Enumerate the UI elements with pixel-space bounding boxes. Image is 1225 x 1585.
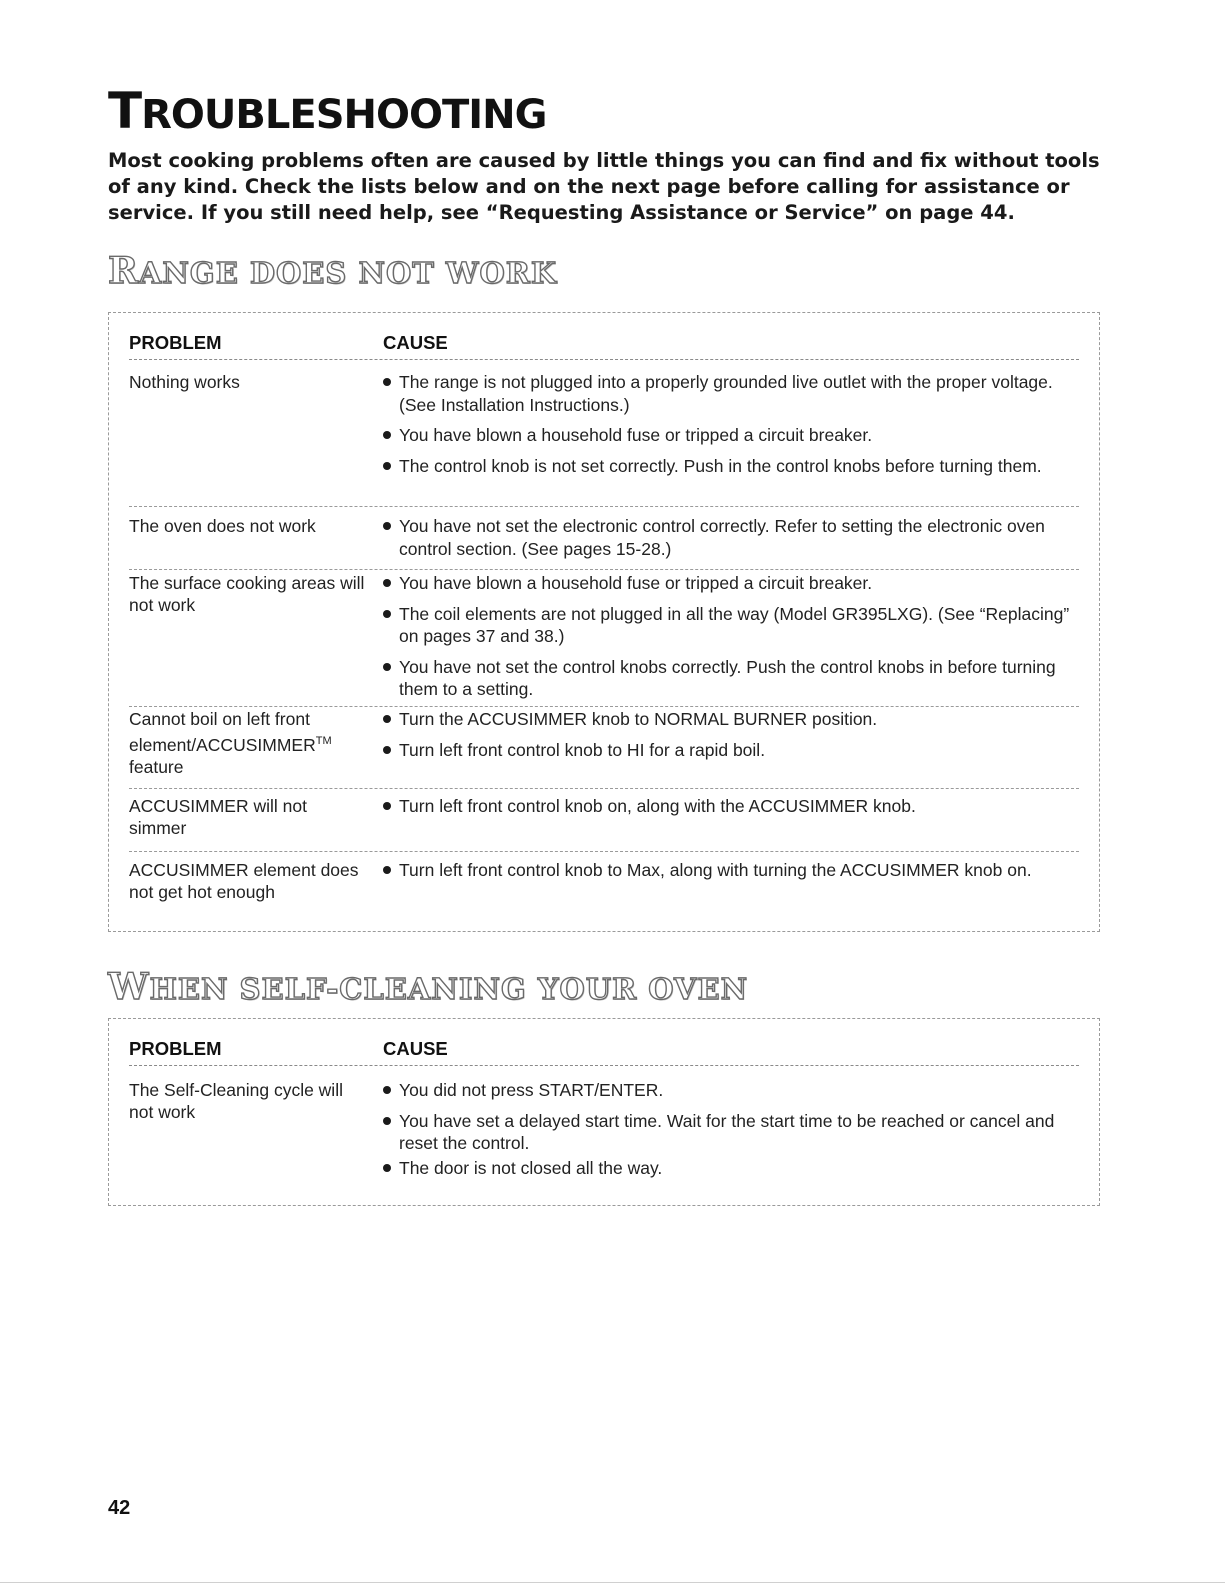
cause-list	[383, 795, 1083, 818]
cause-column-header: CAUSE	[383, 1038, 448, 1059]
bullet-icon	[383, 431, 391, 439]
bullet-icon	[383, 579, 391, 587]
problem-text: ACCUSIMMER will not simmer	[129, 796, 307, 838]
problem-text: The surface cooking areas will not work	[129, 573, 365, 615]
table-row	[129, 371, 1079, 507]
bullet-icon	[383, 610, 391, 618]
cause-text: You did not press START/ENTER.	[399, 1080, 664, 1100]
table-row	[129, 515, 1079, 570]
bullet-icon	[383, 866, 391, 874]
bullet-icon	[383, 746, 391, 754]
cause-text: The coil elements are not plugged in all the way (Model GR395LXG). (See “Replacing” on pages 37 and 38.)	[399, 603, 1070, 646]
intro-paragraph: Most cooking problems often are caused by little things you can find and fix without tools of any kind. Check the lists below and on the next page before calling for assistance or service. If you still need help, see “Requesting Assistance or Service” on page 44.	[108, 149, 1100, 224]
bullet-icon	[383, 1117, 391, 1125]
cause-text: The range is not plugged into a properly grounded live outlet with the proper voltage. (See Installation Instructions.)	[399, 372, 1053, 415]
bullet-icon	[383, 1086, 391, 1094]
cause-item	[383, 515, 1083, 560]
problem-text: The oven does not work	[129, 516, 316, 536]
bullet-icon	[383, 663, 391, 671]
page-title	[108, 80, 546, 146]
table-row	[129, 572, 1079, 707]
table-row	[129, 859, 1079, 915]
problem-text-main: Cannot boil on left front element/ACCUSIMMER	[129, 709, 316, 755]
problem-text: Nothing works	[129, 372, 240, 392]
section-heading-range-does-not-work	[108, 246, 557, 298]
section-heading-rest: ANGE DOES NOT WORK	[138, 256, 558, 290]
cause-text: The door is not closed all the way.	[399, 1157, 663, 1178]
section-heading-self-cleaning	[108, 962, 748, 1014]
cause-text: You have not set the electronic control correctly. Refer to setting the electronic oven control section. (See pages 15-28.)	[399, 516, 1045, 559]
section-heading-initial: W	[108, 966, 150, 1008]
cause-text: Turn left front control knob on, along with the ACCUSIMMER knob.	[399, 796, 916, 816]
cause-item	[383, 708, 1083, 731]
cause-item	[383, 424, 1083, 447]
cause-text: You have blown a household fuse or tripped a circuit breaker.	[399, 425, 873, 445]
cause-list	[383, 515, 1083, 560]
cause-column-header: CAUSE	[383, 332, 448, 353]
cause-item	[383, 1157, 1083, 1180]
page-title-initial: T	[108, 82, 142, 140]
page-number: 42	[108, 1497, 131, 1519]
bullet-icon	[383, 802, 391, 810]
bullet-icon	[383, 378, 391, 386]
problem-column-header: PROBLEM	[129, 332, 222, 353]
table-row	[129, 708, 1079, 789]
table-row	[129, 1079, 1079, 1189]
troubleshooting-table-self-cleaning	[108, 1018, 1100, 1206]
problem-text: ACCUSIMMER element does not get hot enough	[129, 860, 359, 902]
cause-item	[383, 1110, 1083, 1155]
bullet-icon	[383, 462, 391, 470]
section-heading-rest: HEN SELF-CLEANING YOUR OVEN	[149, 972, 749, 1006]
cause-list	[383, 859, 1083, 882]
table-header	[129, 1019, 1079, 1066]
section-heading-initial: R	[108, 250, 139, 292]
footer-rule	[0, 1582, 1225, 1583]
cause-text: Turn left front control knob to HI for a rapid boil.	[399, 739, 766, 760]
cause-list	[383, 371, 1083, 477]
cause-item	[383, 656, 1083, 701]
cause-text: You have set a delayed start time. Wait for the start time to be reached or cancel and reset the control.	[399, 1110, 1055, 1153]
cause-item	[383, 1079, 1083, 1102]
cause-item	[383, 795, 1083, 818]
cause-item	[383, 603, 1083, 648]
cause-text: You have not set the control knobs correctly. Push the control knobs in before turning them to a setting.	[399, 656, 1056, 699]
cause-item	[383, 572, 1083, 595]
cause-list	[383, 1079, 1083, 1179]
cause-item	[383, 859, 1083, 882]
page-title-rest: ROUBLESHOOTING	[141, 92, 547, 138]
table-header	[129, 313, 1079, 360]
cause-text: You have blown a household fuse or tripped a circuit breaker.	[399, 573, 873, 593]
problem-text	[129, 708, 369, 778]
cause-text: Turn left front control knob to Max, along with turning the ACCUSIMMER knob on.	[399, 860, 1032, 880]
table-row	[129, 795, 1079, 852]
problem-text: The Self-Cleaning cycle will not work	[129, 1080, 343, 1122]
cause-list	[383, 708, 1083, 761]
troubleshooting-table-range	[108, 312, 1100, 932]
problem-column-header: PROBLEM	[129, 1038, 222, 1059]
cause-text: The control knob is not set correctly. Push in the control knobs before turning them.	[399, 455, 1042, 476]
cause-list	[383, 572, 1083, 701]
cause-item	[383, 739, 1083, 762]
bullet-icon	[383, 1164, 391, 1172]
cause-item	[383, 371, 1083, 416]
bullet-icon	[383, 715, 391, 723]
cause-item	[383, 455, 1083, 478]
cause-text: Turn the ACCUSIMMER knob to NORMAL BURNER position.	[399, 709, 878, 729]
trademark-mark: TM	[315, 735, 332, 747]
problem-text-tail: feature	[129, 756, 184, 777]
bullet-icon	[383, 522, 391, 530]
